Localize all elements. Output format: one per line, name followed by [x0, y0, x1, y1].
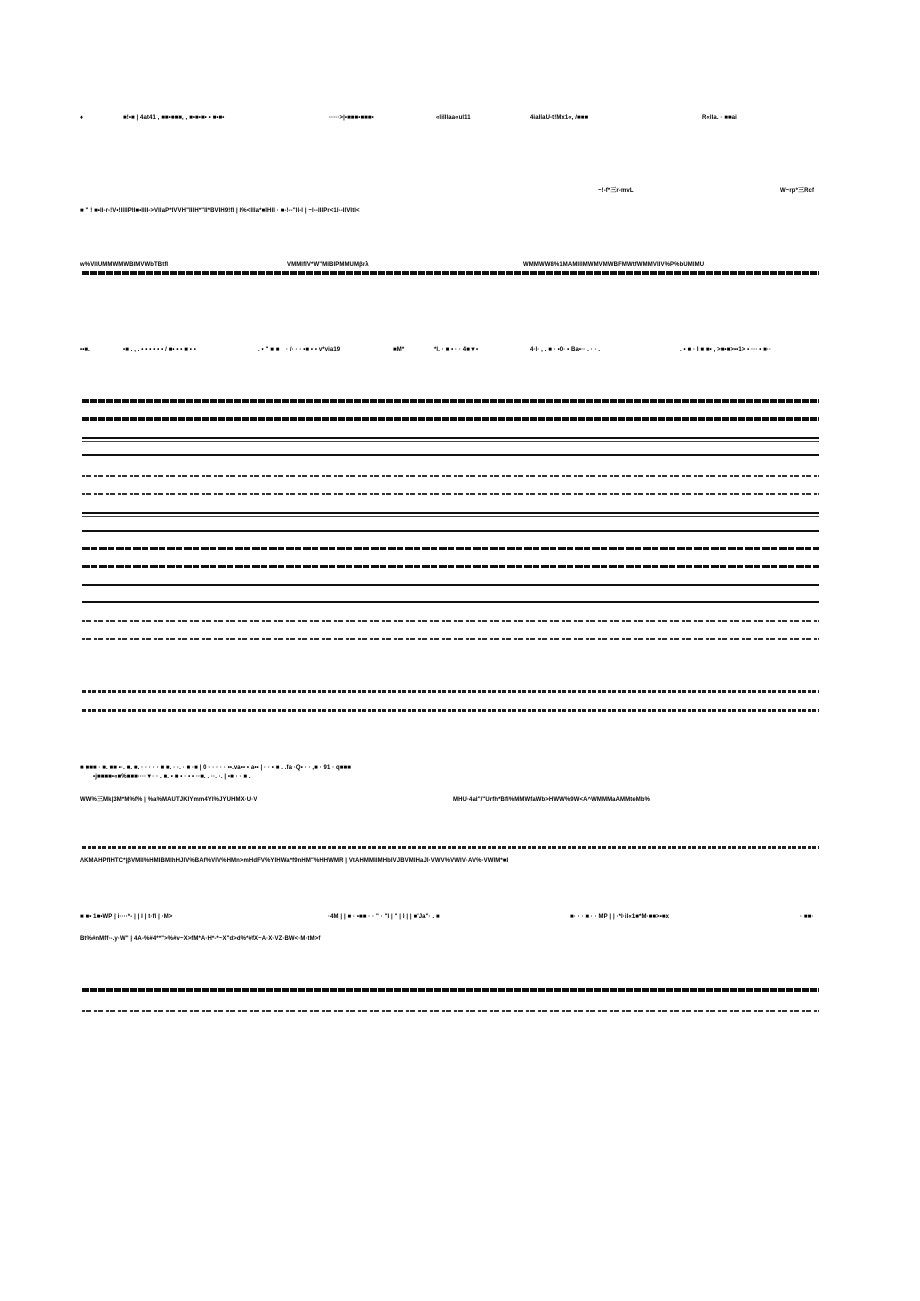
dot-row-5	[82, 1010, 819, 1012]
header-text-2: ·····>|•■■■•■■■•	[329, 115, 374, 121]
s1-cell-7: 4·l· , . ■ · •0· • Ba•·· . · · .	[530, 347, 601, 353]
rule-14	[82, 988, 819, 992]
rule-13	[82, 846, 819, 849]
header-text-1: ■!•■ | 4at41 , ■■•■■■, , ■•■•■• • ■•■•	[123, 115, 225, 121]
dot-row-4	[82, 638, 819, 640]
s2-row-a2: •j■■■■•«■%■■■····▼· · . ■. • ■ • · • • ··■. . ··. ·. | •■ · · ■ .	[93, 774, 251, 780]
rule-5	[82, 512, 819, 514]
dot-row-2	[82, 493, 819, 495]
rule-2	[82, 417, 819, 421]
rule-4	[82, 454, 819, 456]
s3-row-b: Bt%#nMff·-.y·W" | 4A-%#4**">%#v~X>fM*A·H*-*~X"d>d%*#fX~A·X·VZ·BW<·M·tM>f	[80, 936, 321, 942]
s2-row-a: ■ ■■■ · ■. ■■ •·. ■. ■. · · · · · ■ ■. · ·. · ■ ·■ | 0 · · · · · ••.va•• • a•• | · · • ■ . .fa ·Q• · · ,■ · 91 · q■■■	[80, 765, 351, 771]
rule-7	[82, 547, 819, 550]
s1-cell-4: · /· · · •■ • • v*via19	[286, 347, 341, 353]
header-col-3: WMMWW8%1MAMIIIMWMVMWBFMWtfWMMVIIV%P%bUMIMU	[523, 262, 705, 268]
header-text-3: «lilllaa«ul11	[436, 115, 471, 121]
header-right-2: W~rp*三Rcf	[780, 188, 815, 194]
rule-10	[82, 601, 819, 603]
s3-row-a-2: ·4M | | ■ · •■■ · · " · "I | " | I | | ■'Ja"· . ■	[328, 914, 440, 920]
s1-cell-2: •■ . , . • • • • • • / ■• • • ■ • •	[123, 347, 196, 353]
rule-9	[82, 584, 819, 586]
header-right-1: ~!-f*三r-mvL	[598, 188, 634, 194]
header-bullet: ♦	[80, 115, 84, 121]
s1-cell-6: *l. · ■ • · · 4■▼•	[434, 347, 479, 353]
rule-8	[82, 565, 819, 568]
dot-row-3	[82, 620, 819, 622]
rule-3b	[82, 441, 819, 442]
rule-12	[82, 709, 819, 712]
header-col-1: w%VIIUMMWMWBIMVWbTBtfI	[80, 262, 169, 268]
header-rule	[82, 271, 819, 275]
rule-5b	[82, 516, 819, 517]
s3-row-a-4: · ■■·	[800, 914, 814, 920]
s1-cell-1: ••■.	[80, 347, 90, 353]
header-line-3: ■ " ! ■•ll-r-!V•!lllIPII■•IIII->VIlaP*IVVH"IIIH*"II*BVIH9!fI | I%<llla*■IHII · ■-!--"ll-I | ~l--IIIPr<1l--IIVItl<	[80, 208, 360, 214]
s1-cell-8: . • ■ · I ■ ■• , >■•■>••1> • ··· • ■··	[680, 347, 772, 353]
s3-row-a-3: ■· · · ■ · · MP | | ·*l·il«1■*M·■■>•■x	[570, 914, 670, 920]
rule-3	[82, 437, 819, 439]
rule-6	[82, 530, 819, 532]
header-text-4: 4iallaU-t!Mx1«, /■■■	[530, 115, 589, 121]
s2-row-b-right: MHU·4aI"/"Urfh*Bfl%MMWfaWb>HWW%9W<A^WMMMaAMMteMb%	[453, 797, 651, 803]
rule-1	[82, 399, 819, 403]
s2-row-c: ΛKMAHPfIHTC*|βVMII%HMIBMlhHJIV%BAf%VIV%HMn>mHdFV%YIHWa*f9nHM"%HHWMR | VtAHMMIIMHbIVJBVMIHaJI·VWV%VWIV·AV%·VWIM*■I	[80, 858, 509, 864]
dot-row-1	[82, 475, 819, 477]
header-text-5: R«lla. · ■■ai	[702, 115, 737, 121]
s2-row-b-left: WW%三Mk|3M*M%f% | %a%MAUTJKIYmm4YI%JYUHMX·U·V	[80, 797, 258, 803]
s3-row-a-1: ■ ■• 1■•WP | i····*- | | I | t·fl | ·M>	[80, 914, 173, 920]
rule-11	[82, 690, 819, 693]
s1-cell-3: . • " ■ ■	[258, 347, 280, 353]
s1-cell-5: ■M*	[393, 347, 405, 353]
header-col-2: VMMIfIV*W"MIBIPMMUMβrλ	[287, 262, 369, 268]
